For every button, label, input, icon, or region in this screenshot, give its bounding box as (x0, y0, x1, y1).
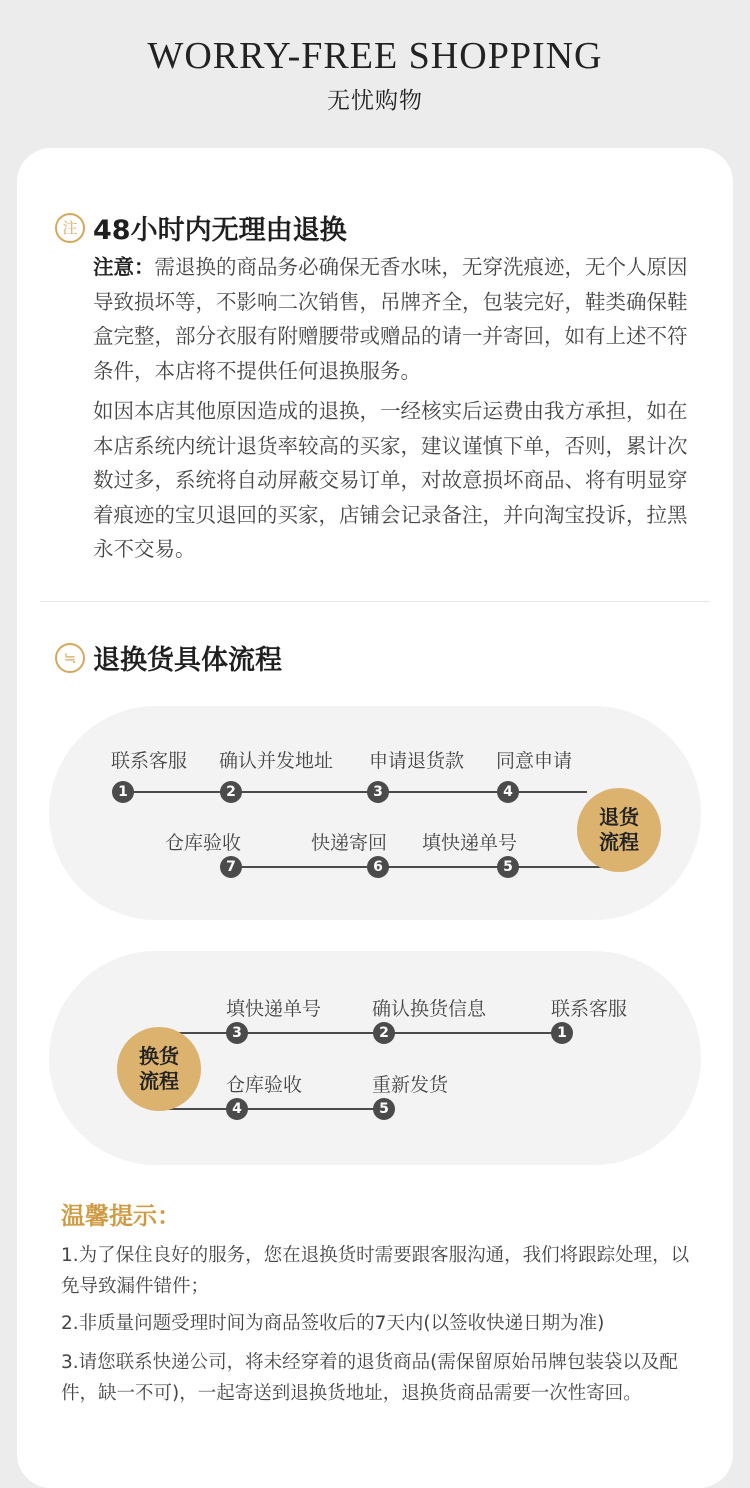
return-flow-diagram (49, 706, 701, 920)
exchange-step-label: 填快递单号 (226, 998, 322, 1020)
section-divider (40, 601, 710, 602)
return-flow-badge (577, 788, 661, 872)
exchange-step-label: 确认换货信息 (372, 998, 487, 1020)
return-step-node: 3 (367, 781, 389, 803)
exchange-flow-badge-line2: 流程 (139, 1069, 179, 1093)
exchange-flow-badge (117, 1027, 201, 1111)
return-flow-line-bottom (230, 866, 603, 868)
return-flow-badge-line2: 流程 (599, 830, 639, 854)
exchange-flow-diagram (49, 951, 701, 1165)
return-step-node: 5 (497, 856, 519, 878)
section-return-policy-header (55, 208, 347, 247)
exchange-flow-badge-line1: 换货 (139, 1044, 179, 1068)
return-step-label: 快递寄回 (311, 832, 388, 854)
policy-paragraph: 如因本店其他原因造成的退换，一经核实后运费由我方承担，如在本店系统内统计退货率较高的买家，建议谨慎下单，否则，累计次数过多，系统将自动屏蔽交易订单，对故意损坏商品、将有明显穿着痕迹的宝贝退回的买家，店铺会记录备注，并向淘宝投诉，拉黑永不交易。 (93, 399, 688, 561)
return-step-label: 填快递单号 (422, 832, 518, 854)
section-process-title: 退换货具体流程 (93, 645, 282, 676)
exchange-step-node: 3 (226, 1022, 248, 1044)
return-step-node: 2 (220, 781, 242, 803)
return-step-node: 1 (112, 781, 134, 803)
exchange-arrows-icon: ≒ (55, 643, 85, 673)
return-step-label: 申请退货款 (369, 750, 465, 772)
section-return-policy-title: 48小时内无理由退换 (93, 215, 347, 246)
return-step-label: 联系客服 (111, 750, 188, 772)
exchange-step-label: 仓库验收 (226, 1074, 303, 1096)
tip-item: 2.非质量问题受理时间为商品签收后的7天内(以签收快递日期为准) (61, 1313, 605, 1334)
note-icon: 注 (55, 213, 85, 243)
exchange-step-label: 联系客服 (551, 998, 628, 1020)
tip-item: 3.请您联系快递公司，将未经穿着的退货商品(需保留原始吊牌包装袋以及配件，缺一不可)，一起寄送到退换货地址，退换货商品需要一次性寄回。 (61, 1352, 678, 1404)
note-label: 注意： (93, 255, 155, 279)
return-step-node: 6 (367, 856, 389, 878)
return-step-node: 7 (220, 856, 242, 878)
return-step-node: 4 (497, 781, 519, 803)
exchange-flow-line-bottom (159, 1108, 385, 1110)
tips-title: 温馨提示： (61, 1202, 181, 1230)
exchange-flow-line-top (159, 1032, 565, 1034)
exchange-step-label: 重新发货 (372, 1074, 449, 1096)
exchange-step-node: 2 (373, 1022, 395, 1044)
hero-title-cn: 无忧购物 (327, 88, 423, 114)
hero-title-en: WORRY-FREE SHOPPING (147, 35, 603, 77)
exchange-step-node: 5 (373, 1098, 395, 1120)
return-step-label: 仓库验收 (165, 832, 242, 854)
return-step-label: 确认并发地址 (219, 750, 334, 772)
policy-card (17, 148, 733, 1488)
exchange-step-node: 4 (226, 1098, 248, 1120)
return-step-label: 同意申请 (496, 750, 573, 772)
exchange-step-node: 1 (551, 1022, 573, 1044)
return-flow-badge-line1: 退货 (599, 805, 639, 829)
note-text: 需退换的商品务必确保无香水味，无穿洗痕迹，无个人原因导致损坏等，不影响二次销售，吊牌齐全，包装完好，鞋类确保鞋盒完整，部分衣服有附赠腰带或赠品的请一并寄回，如有上述不符条件，本店将不提供任何退换服务。 (93, 255, 688, 383)
section-process-header (55, 638, 282, 677)
policy-note (93, 250, 693, 388)
tip-item: 1.为了保住良好的服务，您在退换货时需要跟客服沟通，我们将跟踪处理，以免导致漏件错件； (61, 1245, 690, 1297)
